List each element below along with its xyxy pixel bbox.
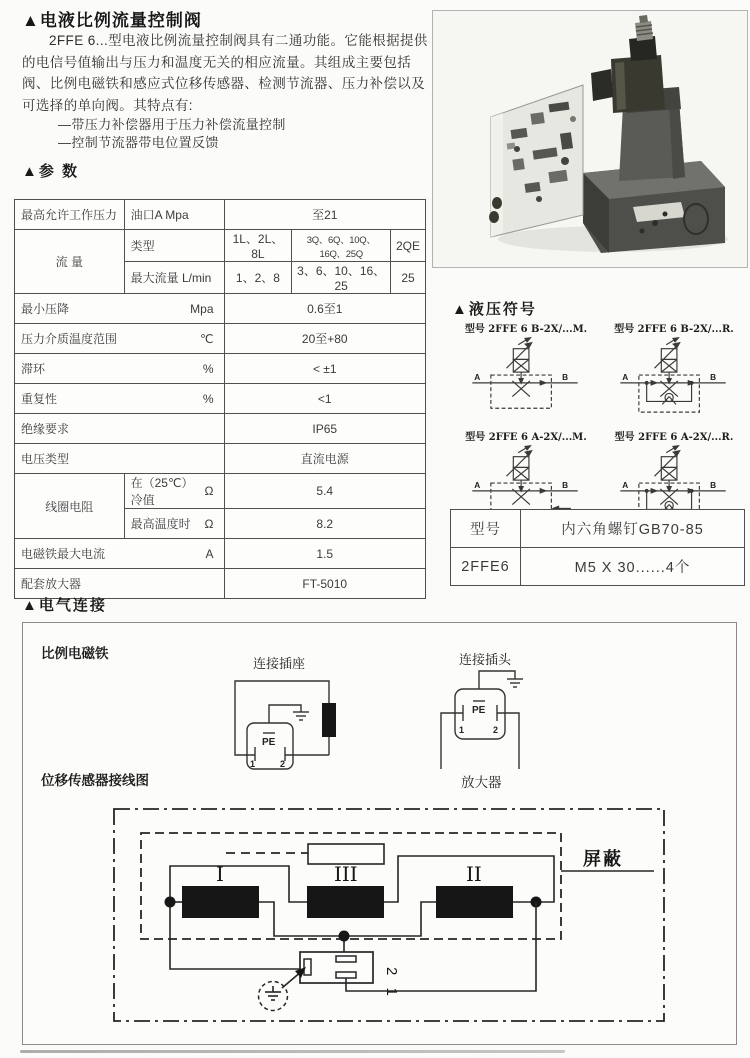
socket-label: 连接插座 [253, 657, 306, 672]
param-label [15, 414, 225, 444]
param-value: 至21 [224, 200, 426, 230]
param-label-text: 电压类型 [21, 452, 70, 466]
table-row [15, 444, 426, 474]
plug-diagram [427, 657, 537, 772]
table-row [15, 324, 426, 354]
param-label-text: 绝缘要求 [21, 422, 70, 436]
param-label [15, 354, 225, 384]
param-label: 流 量 [15, 230, 125, 294]
param-label [15, 324, 225, 354]
table-row [15, 200, 426, 230]
port-b-label: B [562, 371, 569, 382]
param-label-text: 重复性 [21, 392, 58, 406]
hydraulic-symbol-label: 型号 2FFE 6 B-2X/...M. [464, 324, 588, 335]
param-value: 3、6、10、16、25 [292, 262, 391, 294]
table-row [15, 294, 426, 324]
param-value: 8.2 [224, 509, 426, 539]
hydraulic-symbol-br [600, 320, 748, 418]
model-value-right: M5 X 30......4个 [521, 548, 745, 586]
param-unit: Ω [204, 484, 214, 498]
feature-item: —带压力补偿器用于压力补偿流量控制 [58, 117, 286, 132]
param-sublabel: 类型 [124, 230, 224, 262]
port-a-label: A [474, 479, 481, 490]
port-b-label: B [562, 479, 569, 490]
param-unit: Ω [204, 516, 214, 531]
port-b-label: B [710, 371, 717, 382]
pe-label: PE [472, 705, 486, 716]
hydraulic-symbol-bm [452, 320, 600, 418]
param-label-text: 最小压降 [21, 302, 70, 316]
table-row [451, 510, 745, 548]
param-label [15, 539, 225, 569]
param-value: 2QE [391, 230, 426, 262]
coil-numeral-1: I [216, 862, 224, 886]
amplifier-label: 放大器 [461, 775, 502, 791]
param-sublabel [124, 474, 224, 509]
port-a-label: A [622, 371, 629, 382]
param-label-text: 压力介质温度范围 [21, 332, 118, 346]
param-label [15, 384, 225, 414]
param-value: 25 [391, 262, 426, 294]
param-label-text: 电磁铁最大电流 [21, 547, 106, 561]
port-b-label: B [710, 479, 717, 490]
pin1-label: 1 [250, 759, 256, 769]
param-unit: A [205, 546, 214, 561]
pin1-label: 1 [459, 725, 465, 735]
hydraulic-symbol-label: 型号 2FFE 6 B-2X/...R. [614, 324, 734, 335]
solenoid-label: 比例电磁铁 [41, 646, 109, 662]
param-value: 3Q、6Q、10Q、16Q、25Q [292, 230, 391, 262]
param-label-text: 滞环 [21, 362, 46, 376]
feature-item: —控制节流器带电位置反馈 [58, 135, 219, 150]
connector-pin-numbers: 2 1 [383, 967, 400, 1000]
param-value: 0.6至1 [224, 294, 426, 324]
port-a-label: A [622, 479, 629, 490]
model-value-left: 2FFE6 [451, 548, 521, 586]
param-value: 1.5 [224, 539, 426, 569]
sensor-wiring-label: 位移传感器接线图 [41, 773, 149, 789]
intro-paragraph: 2FFE 6...型电液比例流量控制阀具有二通功能。它能根据提供的电信号值输出与压力和温度无关的相应流量。其组成主要包括阀、比例电磁铁和感应式位移传感器、检测节流器、压力补偿以及可选择的单向阀。其特点有: [22, 33, 428, 113]
valve-schematic-bm [467, 336, 585, 418]
hydraulic-symbol-label: 型号 2FFE 6 A-2X/...M. [465, 432, 587, 443]
param-label-text: 最高温度时 [130, 517, 191, 531]
table-row [451, 548, 745, 586]
param-unit: % [202, 391, 214, 406]
model-table [450, 509, 745, 586]
electrical-heading: ▲电气连接 [22, 597, 107, 614]
param-label: 线圈电阻 [15, 474, 125, 539]
param-sublabel: 油口A Mpa [124, 200, 224, 230]
pin2-label: 2 [493, 725, 499, 735]
param-unit: ℃ [200, 331, 214, 346]
param-value: FT-5010 [224, 569, 426, 599]
coil-numeral-3: III [334, 862, 358, 886]
valve-schematic-br [615, 336, 733, 418]
pe-label: PE [262, 737, 276, 748]
param-value: 1L、2L、8L [224, 230, 292, 262]
product-photo [433, 11, 747, 267]
model-header-right: 内六角螺钉GB70-85 [521, 510, 745, 548]
param-label: 最高允许工作压力 [15, 200, 125, 230]
table-row [15, 354, 426, 384]
param-value: 1、2、8 [224, 262, 292, 294]
table-row [15, 384, 426, 414]
param-value: 5.4 [224, 474, 426, 509]
hydraulic-symbols [452, 320, 748, 526]
param-label-text: 在（25℃）冷值 [130, 476, 194, 507]
param-value: <1 [224, 384, 426, 414]
param-label [15, 444, 225, 474]
socket-diagram [223, 665, 351, 775]
table-row [15, 539, 426, 569]
product-photo-frame [432, 10, 748, 268]
scan-artifact-line [20, 1050, 565, 1053]
param-sublabel [124, 509, 224, 539]
param-value: < ±1 [224, 354, 426, 384]
param-label [15, 294, 225, 324]
hydraulic-heading: ▲液压符号 [452, 301, 537, 318]
electrical-diagram-panel [22, 622, 737, 1045]
param-unit: % [202, 361, 214, 376]
hydraulic-symbol-label: 型号 2FFE 6 A-2X/...R. [614, 432, 734, 443]
param-sublabel: 最大流量 L/min [124, 262, 224, 294]
param-value: IP65 [224, 414, 426, 444]
port-a-label: A [474, 371, 481, 382]
pin2-label: 2 [280, 759, 286, 769]
params-heading: ▲参 数 [22, 163, 80, 180]
shield-label: 屏蔽 [583, 849, 623, 870]
table-row [15, 474, 426, 509]
param-unit: Mpa [190, 301, 214, 316]
param-label-text: 配套放大器 [21, 577, 82, 591]
feature-list [58, 116, 286, 152]
sensor-wiring-diagram [106, 801, 706, 1029]
model-header-left: 型号 [451, 510, 521, 548]
table-row [15, 230, 426, 262]
param-value: 20至+80 [224, 324, 426, 354]
params-table [14, 199, 426, 599]
plug-label: 连接插头 [459, 653, 512, 668]
page-title: ▲电液比例流量控制阀 [22, 11, 202, 30]
param-value: 直流电源 [224, 444, 426, 474]
coil-numeral-2: II [466, 862, 482, 886]
table-row [15, 414, 426, 444]
